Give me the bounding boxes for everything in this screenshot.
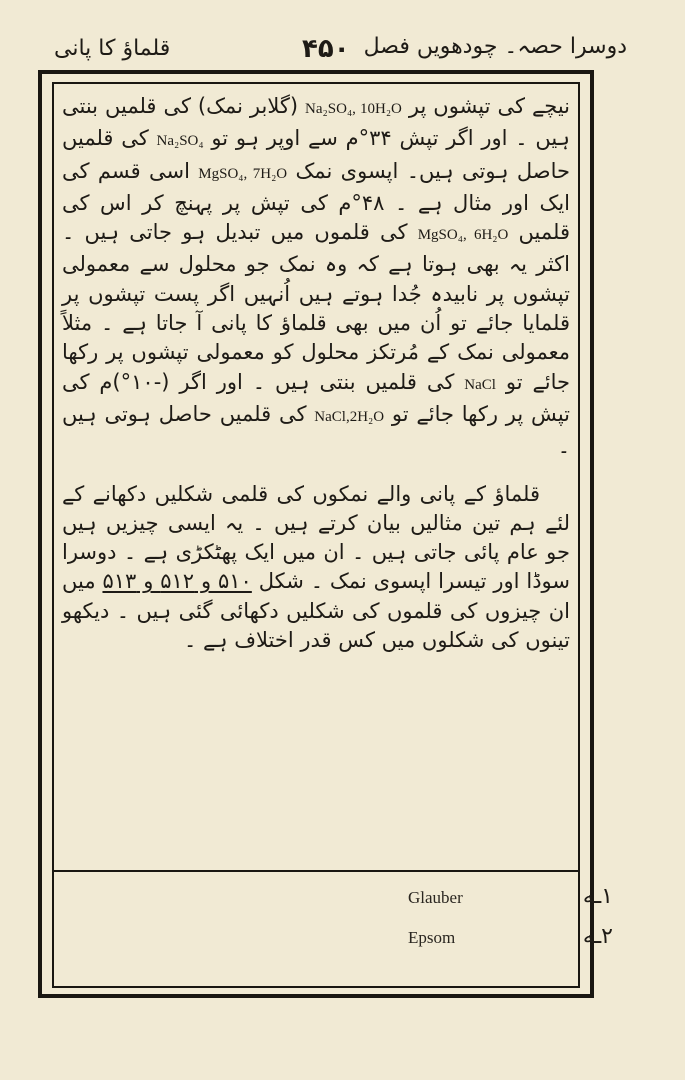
header-chapter-topic: قلماؤ کا پانی xyxy=(54,36,171,61)
text-run: نیچے کی تپشوں پر xyxy=(401,94,570,118)
figure-label-row xyxy=(330,884,613,918)
figure-label-urdu: ۱ـه xyxy=(582,884,613,909)
text-run: اسی قسم کی ایک اور مثال ہے ۔ ۴۸°م کی تپش پر پہنچ کر اس کی قلمیں xyxy=(62,158,571,245)
chemical-formula: Na₂SO₄, 10H₂O xyxy=(305,101,402,117)
chemical-formula: NaCl xyxy=(464,376,496,393)
text-run: کی قلمیں حاصل ہوتی ہیں۔ اپسوی نمک xyxy=(62,126,571,183)
figure-label-row xyxy=(330,924,613,958)
frame-divider xyxy=(52,870,580,872)
paragraph xyxy=(62,480,570,656)
chemical-formula: MgSO₄, 7H₂O xyxy=(198,165,288,182)
text-run: میں ان چیزوں کی قلموں کی شکلیں دکھائی گئی ہیں ۔ دیکھو تینوں کی شکلوں میں کس قدر اختلاف ہے ۔ xyxy=(62,569,570,653)
body-text xyxy=(62,92,570,655)
text-run: قلماؤ کے پانی والے نمکوں کی قلمی شکلیں دکھانے کے لئے ہم تین مثالیں بیان کرتے ہیں ۔ یہ ایسی چیزیں ہیں جو عام پائی جاتی ہیں ۔ ان میں ایک پھٹکڑی ہے ۔ دوسرا سوڈا اور تیسرا اپسوی نمک ۔ شکل xyxy=(62,481,571,594)
figure-label-english: Glauber xyxy=(408,888,463,907)
header-section: دوسرا حصہ۔ چودھویں فصل xyxy=(363,34,627,59)
page-header xyxy=(40,30,645,74)
text-run: کی قلموں میں تبدیل ہو جاتی ہیں ۔ اکثر یہ بھی ہوتا ہے کہ وہ نمک جو محلول سے معمولی تپشوں پر نابیدہ جُدا ہوتے ہیں اُنہیں اگر پست تپشوں پر قلمایا جائے تو اُن میں بھی قلماؤ کا پانی آ جاتا ہے ۔ مثلاً معمولی نمک کے مُرتکز محلول کو معمولی تپشوں پر رکھا جائے تو xyxy=(62,220,570,394)
chemical-formula: MgSO₄, 6H₂O xyxy=(417,227,509,244)
figure-reference: ۵۱۰ و ۵۱۲ و ۵۱۳ xyxy=(102,569,252,594)
text-run: کی قلمیں حاصل ہوتی ہیں ۔ xyxy=(62,401,570,459)
chemical-formula: Na₂SO₄ xyxy=(156,133,204,150)
paragraph xyxy=(62,92,570,462)
text-run: کی قلمیں بنتی ہیں ۔ اور اگر (-۱۰°)م کی تپش پر رکھا جائے تو xyxy=(62,369,570,426)
text-run: (گلابر نمک) کی قلمیں بنتی ہیں ۔ اور اگر تپش ۳۴°م سے اوپر ہو تو xyxy=(62,94,570,151)
figure-label-english: Epsom xyxy=(408,928,456,947)
chemical-formula: NaCl,2H₂O xyxy=(314,408,385,425)
page-number: ۴۵۰ xyxy=(302,34,350,64)
figure-label-urdu: ۲ـه xyxy=(582,924,613,949)
